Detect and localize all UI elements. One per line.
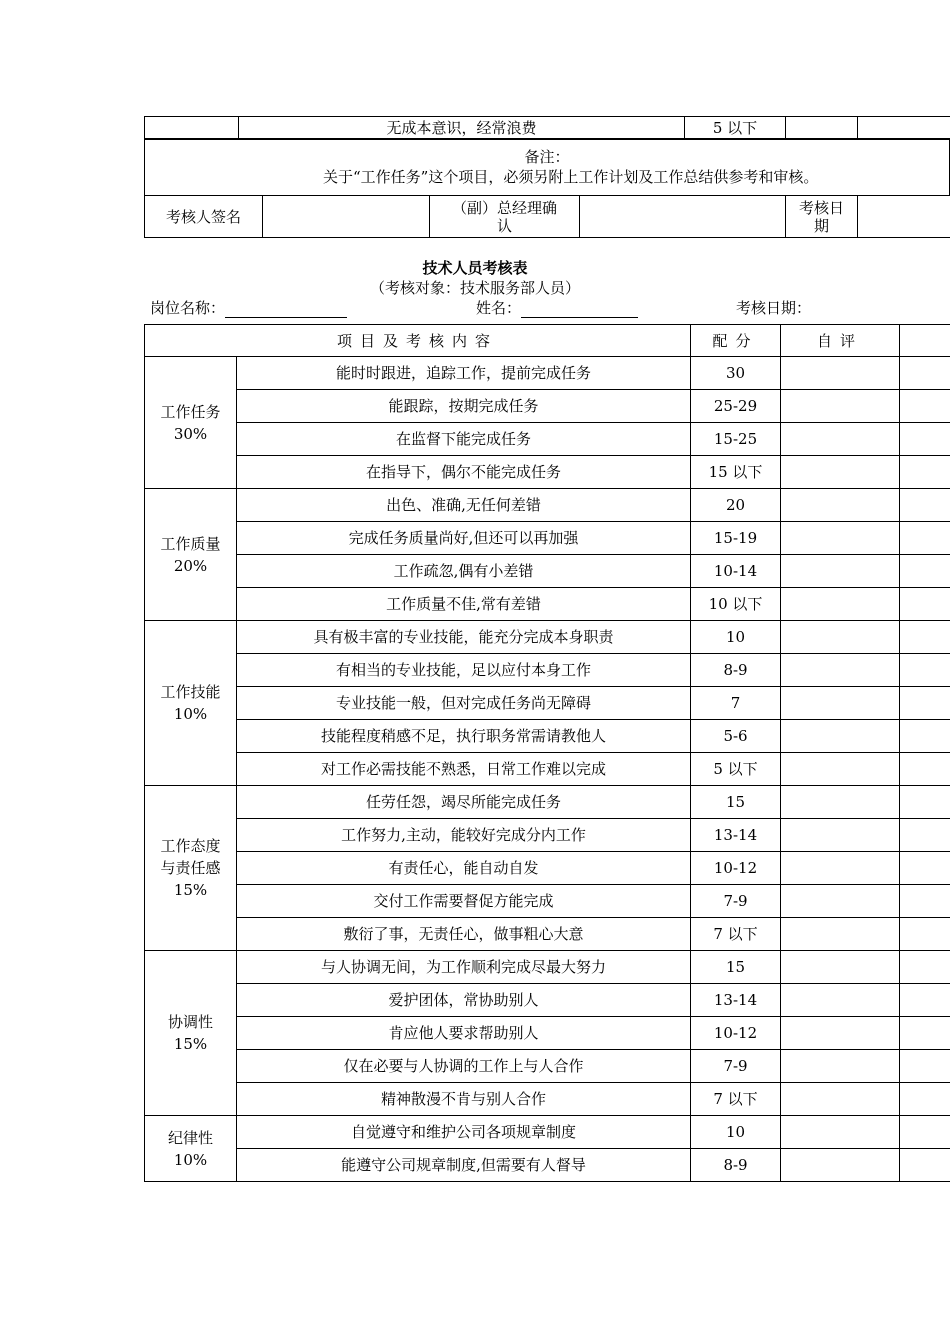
table-row [145,918,950,951]
extra-cell[interactable] [900,786,950,819]
content-cell: 交付工作需要督促方能完成 [237,885,691,918]
content-cell: 完成任务质量尚好,但还可以再加强 [237,522,691,555]
score-cell: 7-9 [691,885,781,918]
date-field-group [736,297,811,318]
assessor-signature-field[interactable] [263,196,430,238]
score-cell: 7 [691,687,781,720]
score-cell: 10 [691,621,781,654]
form-subtitle: （考核对象：技术服务部人员） [369,279,580,297]
content-cell: 自觉遵守和维护公司各项规章制度 [237,1116,691,1149]
header-items: 项目及考核内容 [145,325,691,357]
extra-cell[interactable] [900,1017,950,1050]
assessment-date-label: 考核日 期 [786,196,858,238]
score-cell: 5-6 [691,720,781,753]
self-score-cell[interactable] [781,456,900,489]
self-score-cell[interactable] [781,720,900,753]
self-score-cell[interactable] [781,621,900,654]
score-cell: 10-12 [691,852,781,885]
score-cell: 8-9 [691,1149,781,1182]
table-row [145,1083,950,1116]
content-cell: 技能程度稍感不足，执行职务常需请教他人 [237,720,691,753]
content-cell: 专业技能一般，但对完成任务尚无障碍 [237,687,691,720]
extra-cell[interactable] [900,687,950,720]
self-score-cell[interactable] [781,1017,900,1050]
self-score-cell[interactable] [781,687,900,720]
self-score-cell[interactable] [781,588,900,621]
content-cell: 工作质量不佳,常有差错 [237,588,691,621]
extra-cell[interactable] [900,984,950,1017]
content-cell: 敷衍了事，无责任心，做事粗心大意 [237,918,691,951]
content-cell: 具有极丰富的专业技能，能充分完成本身职责 [237,621,691,654]
self-score-cell[interactable] [781,357,900,390]
extra-cell[interactable] [900,1116,950,1149]
content-cell: 能遵守公司规章制度,但需要有人督导 [237,1149,691,1182]
extra-cell[interactable] [900,456,950,489]
score-cell: 13-14 [691,984,781,1017]
extra-cell[interactable] [900,918,950,951]
score-cell: 15 以下 [691,456,781,489]
table-row [145,852,950,885]
content-cell: 任劳任怨，竭尽所能完成任务 [237,786,691,819]
note-table [144,138,950,196]
self-score-cell[interactable] [781,753,900,786]
extra-cell[interactable] [900,423,950,456]
self-score-cell[interactable] [781,786,900,819]
table-row [145,885,950,918]
content-cell: 爱护团体，常协助别人 [237,984,691,1017]
score-cell: 10 以下 [691,588,781,621]
position-input[interactable] [225,301,347,318]
score-cell: 25-29 [691,390,781,423]
score-cell: 20 [691,489,781,522]
extra-cell[interactable] [900,1050,950,1083]
content-cell: 肯应他人要求帮助别人 [237,1017,691,1050]
content-cell: 对工作必需技能不熟悉，日常工作难以完成 [237,753,691,786]
table-row [145,753,950,786]
score-cell: 7 以下 [691,1083,781,1116]
form-title: 技术人员考核表 [422,259,528,277]
position-field-group [150,297,347,318]
table-row [145,489,950,522]
extra-cell[interactable] [900,852,950,885]
table-row [145,522,950,555]
manager-confirm-label: （副）总经理确 认 [430,196,580,238]
note-text: 关于“工作任务”这个项目，必须另附上工作计划及工作总结供参考和审核。 [323,168,819,186]
table-row [145,1017,950,1050]
table-row [145,621,950,654]
content-cell: 精神散漫不肯与别人合作 [237,1083,691,1116]
extra-cell[interactable] [900,522,950,555]
self-score-cell[interactable] [781,423,900,456]
content-cell: 出色、准确,无任何差错 [237,489,691,522]
score-cell: 5 以下 [685,117,786,140]
score-cell: 10 [691,1116,781,1149]
extra-cell[interactable] [900,654,950,687]
manager-confirm-field[interactable] [580,196,786,238]
extra-cell[interactable] [900,951,950,984]
signature-table [144,195,950,238]
content-cell: 在指导下，偶尔不能完成任务 [237,456,691,489]
score-cell: 30 [691,357,781,390]
score-cell: 8-9 [691,654,781,687]
table-row [145,819,950,852]
note-label: 备注： [524,148,570,166]
assessment-date-field[interactable] [858,196,950,238]
self-score-cell[interactable] [781,885,900,918]
extra-cell[interactable] [900,753,950,786]
table-row [145,117,950,140]
self-score-cell[interactable] [781,819,900,852]
extra-cell[interactable] [858,117,950,140]
category-cell [145,117,239,140]
content-cell: 能跟踪，按期完成任务 [237,390,691,423]
self-score-cell[interactable] [781,522,900,555]
self-score-cell[interactable] [781,951,900,984]
self-score-cell[interactable] [781,1116,900,1149]
score-cell: 10-12 [691,1017,781,1050]
table-row [145,1116,950,1149]
extra-cell[interactable] [900,1149,950,1182]
content-cell: 有责任心，能自动自发 [237,852,691,885]
score-cell: 7 以下 [691,918,781,951]
name-field-group [476,297,638,318]
score-cell: 15-25 [691,423,781,456]
table-row [145,555,950,588]
content-cell: 工作疏忽,偶有小差错 [237,555,691,588]
table-row [145,654,950,687]
score-cell: 7-9 [691,1050,781,1083]
score-cell: 10-14 [691,555,781,588]
header-score: 配分 [691,325,781,357]
position-label: 岗位名称： [150,299,226,317]
content-cell: 在监督下能完成任务 [237,423,691,456]
extra-cell[interactable] [900,588,950,621]
table-header-row [145,325,950,357]
extra-cell[interactable] [900,819,950,852]
content-cell: 工作努力,主动，能较好完成分内工作 [237,819,691,852]
table-row [145,357,950,390]
previous-table-last-row [144,116,950,140]
category-cell: 纪律性 10% [145,1116,237,1182]
self-score-cell[interactable] [781,918,900,951]
extra-cell[interactable] [900,720,950,753]
self-score-cell[interactable] [781,654,900,687]
table-row [145,687,950,720]
extra-cell[interactable] [900,390,950,423]
table-row [145,984,950,1017]
assessor-signature-label: 考核人签名 [145,196,263,238]
name-input[interactable] [521,301,638,318]
table-row [145,456,950,489]
content-cell: 无成本意识，经常浪费 [239,117,685,140]
name-label: 姓名： [476,299,522,317]
table-row [145,390,950,423]
date-label: 考核日期： [736,299,812,317]
extra-cell[interactable] [900,489,950,522]
header-extra [900,325,950,357]
extra-cell[interactable] [900,1083,950,1116]
score-cell: 5 以下 [691,753,781,786]
category-cell: 工作态度 与责任感 15% [145,786,237,951]
category-cell: 工作质量 20% [145,489,237,621]
score-cell: 13-14 [691,819,781,852]
extra-cell[interactable] [900,555,950,588]
extra-cell[interactable] [900,357,950,390]
assessment-table [144,324,950,1182]
self-score-cell[interactable] [781,390,900,423]
table-row [145,1149,950,1182]
score-cell: 15-19 [691,522,781,555]
content-cell: 仅在必要与人协调的工作上与人合作 [237,1050,691,1083]
category-cell: 工作任务 30% [145,357,237,489]
content-cell: 能时时跟进，追踪工作，提前完成任务 [237,357,691,390]
category-cell: 工作技能 10% [145,621,237,786]
self-score-cell[interactable] [781,555,900,588]
table-row [145,786,950,819]
table-row [145,588,950,621]
table-row [145,720,950,753]
score-cell: 15 [691,786,781,819]
content-cell: 与人协调无间，为工作顺利完成尽最大努力 [237,951,691,984]
self-score-cell[interactable] [781,852,900,885]
form-info-line [150,297,950,319]
note-cell [145,139,950,196]
table-row [145,423,950,456]
self-score-cell[interactable] [781,489,900,522]
header-self: 自评 [781,325,900,357]
self-score-cell[interactable] [781,1050,900,1083]
score-cell: 15 [691,951,781,984]
extra-cell[interactable] [900,621,950,654]
extra-cell[interactable] [900,885,950,918]
category-cell: 协调性 15% [145,951,237,1116]
self-score-cell[interactable] [786,117,858,140]
table-row [145,951,950,984]
table-row [145,1050,950,1083]
self-score-cell[interactable] [781,1149,900,1182]
content-cell: 有相当的专业技能，足以应付本身工作 [237,654,691,687]
self-score-cell[interactable] [781,1083,900,1116]
self-score-cell[interactable] [781,984,900,1017]
